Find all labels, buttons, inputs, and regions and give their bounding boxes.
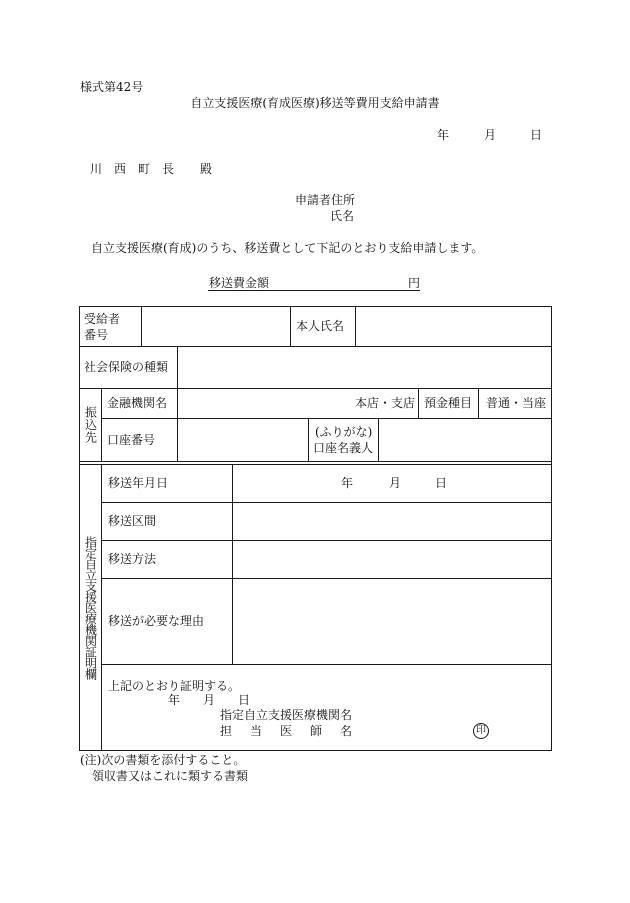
amount-label: 移送費金額 <box>209 276 270 290</box>
addressee-name: 川 西 町 長 <box>90 162 175 176</box>
transport-route-field <box>233 503 551 540</box>
certification-section-label: 指定自立支援医療機関証明欄 <box>83 536 98 679</box>
transport-date-year: 年 <box>341 476 354 490</box>
certification-section-cell <box>80 465 101 750</box>
account-holder-field <box>379 419 551 461</box>
amount-field <box>208 274 420 291</box>
bank-name-label: 金融機関名 <box>107 396 168 410</box>
certify-statement: 上記のとおり証明する。 <box>108 679 241 693</box>
application-statement: 自立支援医療(育成)のうち、移送費として下記のとおり支給申請します。 <box>91 241 484 255</box>
transfer-section-label: 振込先 <box>83 406 98 444</box>
transfer-section-cell <box>80 389 101 461</box>
branch-label: 本店・支店 <box>355 396 416 410</box>
account-number-label: 口座番号 <box>107 433 156 447</box>
account-holder-furigana-label: (ふりがな) <box>315 425 373 439</box>
header-date-year: 年 <box>437 128 450 142</box>
certify-date-year: 年 <box>168 693 181 707</box>
deposit-type-options: 普通・当座 <box>486 396 547 410</box>
transport-method-field <box>233 541 551 578</box>
institution-name-label: 指定自立支援医療機関名 <box>220 708 353 722</box>
transport-method-label: 移送方法 <box>108 552 157 566</box>
recipient-number-label: 番号 <box>84 328 109 342</box>
transport-route-label: 移送区間 <box>108 514 157 528</box>
applicant-address-label: 申請者住所 <box>295 193 356 207</box>
notes-item: 領収書又はこれに類する書類 <box>92 769 249 783</box>
transport-reason-field <box>233 579 551 664</box>
deposit-type-label: 預金種目 <box>424 396 473 410</box>
person-name-label: 本人氏名 <box>296 319 345 333</box>
certify-date-day: 日 <box>238 693 251 707</box>
doctor-name-label: 担 当 医 師 名 <box>220 724 356 738</box>
recipient-number-label: 受給者 <box>84 312 121 326</box>
transport-date-field <box>233 465 551 502</box>
addressee-honorific: 殿 <box>200 162 213 176</box>
transport-date-day: 日 <box>435 476 448 490</box>
applicant-name-label: 氏名 <box>330 209 355 223</box>
form-title: 自立支援医療(育成医療)移送等費用支給申請書 <box>190 96 440 110</box>
certify-date-month: 月 <box>203 693 216 707</box>
person-name-field <box>356 307 551 346</box>
transport-reason-label: 移送が必要な理由 <box>108 614 205 628</box>
notes-heading: (注)次の書類を添付すること。 <box>80 753 246 767</box>
seal-mark: 印 <box>473 723 489 739</box>
transport-date-month: 月 <box>389 476 402 490</box>
social-insurance-field <box>178 347 551 388</box>
account-holder-label: 口座名義人 <box>313 441 374 455</box>
recipient-number-field <box>142 307 290 346</box>
amount-unit: 円 <box>408 276 421 290</box>
social-insurance-label: 社会保険の種類 <box>84 360 169 374</box>
transport-date-label: 移送年月日 <box>108 476 169 490</box>
account-number-field <box>178 419 308 461</box>
header-date-month: 月 <box>484 128 497 142</box>
form-number: 様式第42号 <box>80 80 144 94</box>
header-date-day: 日 <box>530 128 543 142</box>
